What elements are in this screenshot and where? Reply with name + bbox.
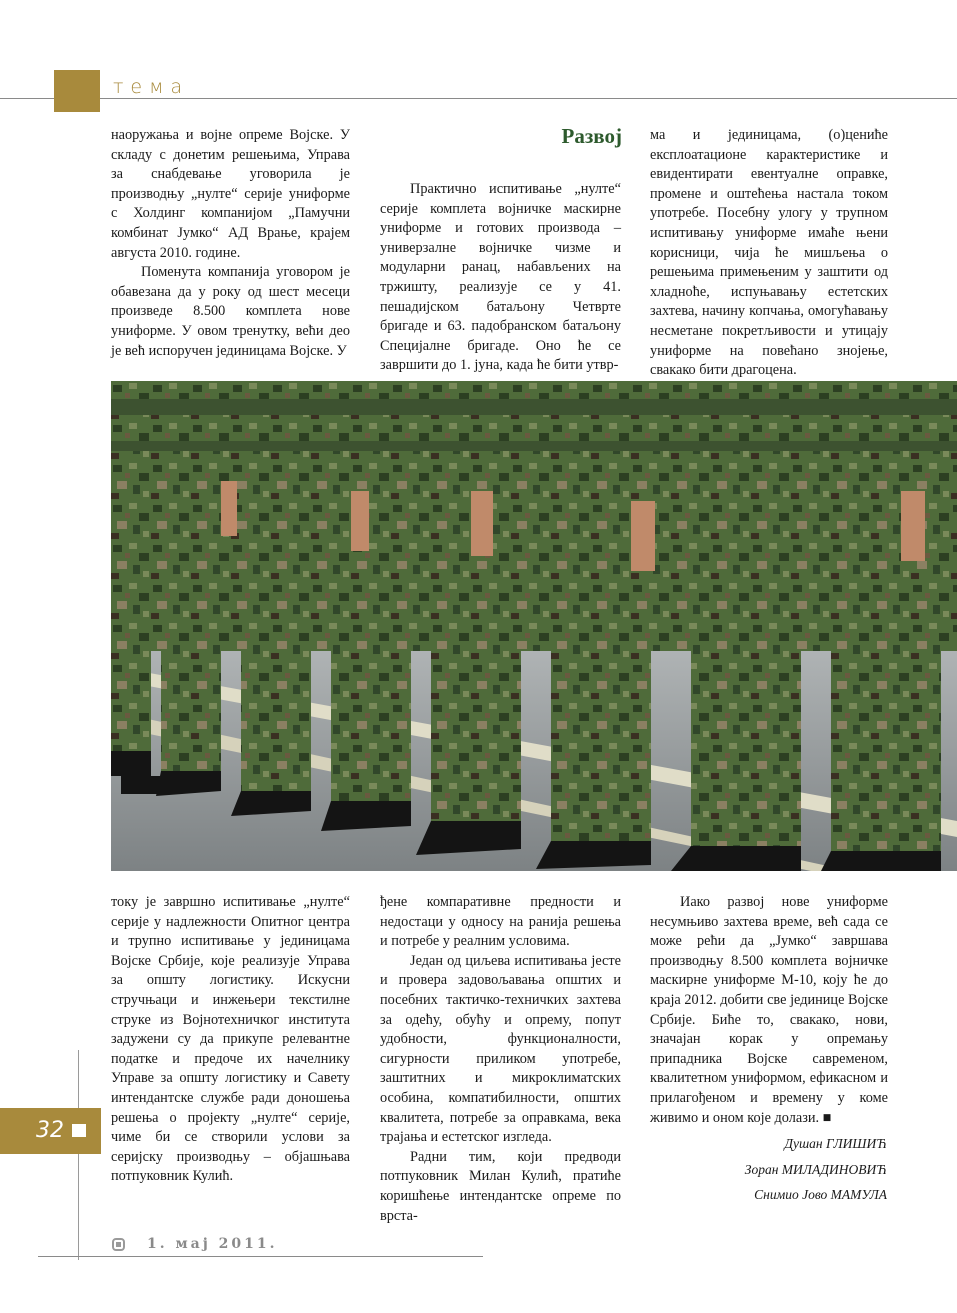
paragraph: Иако развој нове униформе несумњиво захтева време, већ сада се може рећи да „Јумко“ завршава производњу 8.500 комплета војничке маскирне униформе М-10, коју ће до краја 2012. добити све јединице Војске Србије. Биће то, свакако, нови, значајан корак у опремању припадника Војске савременом, квалитетном униформом, ефикасном и прилагођеном и времену у коме живимо и оном које долази. ■ bbox=[650, 894, 888, 1126]
bullet-square-icon bbox=[112, 1238, 125, 1251]
footer-rule bbox=[38, 1256, 483, 1257]
issue-date: 1. мај 2011. bbox=[147, 1236, 278, 1252]
paragraph: Поменута компанија уговором је обавезана да у року од шест месеци произведе 8.500 комплета нове униформе. У овом тренутку, већи део је већ испоручен јединицама Војске. У bbox=[111, 264, 350, 359]
page-number: 32 bbox=[36, 1118, 64, 1143]
header-rule bbox=[0, 98, 957, 99]
paragraph: ма и јединицама, (о)ценићe експлоатационе карактеристике и евидентирати евентуалне оправке, промене и оштећења настала током употребе. Посебну улогу у трупном испитивању униформе имаће њени корисници, чија ће мишљења о решењима примењеним у заштити од хладноће, испуњавању естетских захтева, начину копчања, омогућавању несметане покретљивости и утицају униформе на повећано знојење, свакако бити драгоцена. bbox=[650, 127, 888, 379]
column-2-top bbox=[380, 180, 621, 376]
paragraph: току је завршно испитивање „нулте“ серије у надлежности Опитног центра и трупно испитивање у јединицама Војске Србије, које реализује Управа за општу логистику. Искусни стручњаци и инжењери текстилне струке из Војнотехничког института задужени су да прикупе релевантне податке и предоче их начелнику Управе за општу логистику и Савету интендантске службе ради доношења решења о пројекту „нулте“ серије, чиме би се створили услови за серијску производњу – објашњава потпуковник Кулић. bbox=[111, 894, 350, 1185]
section-marker bbox=[54, 70, 100, 112]
margin-rule bbox=[78, 1050, 79, 1260]
author-signature: Зоран МИЛАДИНОВИЋ bbox=[744, 1162, 887, 1177]
photographer-credit: Снимио Јово МАМУЛА bbox=[754, 1187, 887, 1202]
column-3-bottom bbox=[650, 893, 888, 1128]
column-1-top bbox=[111, 126, 350, 361]
paragraph: ђене компаративне предности и недостаци у односу на ранија решења и потребе у реалним условима. bbox=[380, 894, 621, 950]
paragraph: наоружања и војне опреме Војске. У складу с донетим решењима, Управа за снабдевање уговорила је производњу „нулте“ серије униформе с Холдинг компанијом „Памучни комбинат Јумко“ АД Врање, крајем августа 2010. године. bbox=[111, 127, 350, 261]
column-1-bottom bbox=[111, 893, 350, 1187]
paragraph: Практично испитивање „нулте“ серије комплета војничке маскирне униформе и готових производа – универзалне војничке чизме и модуларни ранац, набављених на тржишту, реализује се у 41. пешадијском батаљону Четврте бригаде и 63. падобранском батаљону Специјалне бригаде. Оно ће се завршити до 1. јуна, када ће бити утвр- bbox=[380, 181, 621, 374]
page-marker-square bbox=[72, 1124, 86, 1137]
section-label: тема bbox=[113, 76, 190, 98]
column-2-bottom bbox=[380, 893, 621, 1226]
section-heading: Развој bbox=[561, 124, 622, 148]
author-signature: Душан ГЛИШИЋ bbox=[784, 1136, 887, 1151]
paragraph: Један од циљева испитивања јесте и провера задовољавања општих и посебних тактичко-техничких захтева за одећу, обућу и опрему, попут удобности, функционалности, сигурности приликом употребе, заштитних и микроклиматских особина, компатибилности, општих квалитета, потребе за оправкама, века трајања и естетског изгледа. bbox=[380, 952, 621, 1146]
soldiers-row-photo bbox=[111, 381, 957, 871]
column-3-top bbox=[650, 126, 888, 381]
paragraph: Радни тим, који предводи потпуковник Милан Кулић, пратиће коришћење интендантске опреме по врста- bbox=[380, 1148, 621, 1224]
